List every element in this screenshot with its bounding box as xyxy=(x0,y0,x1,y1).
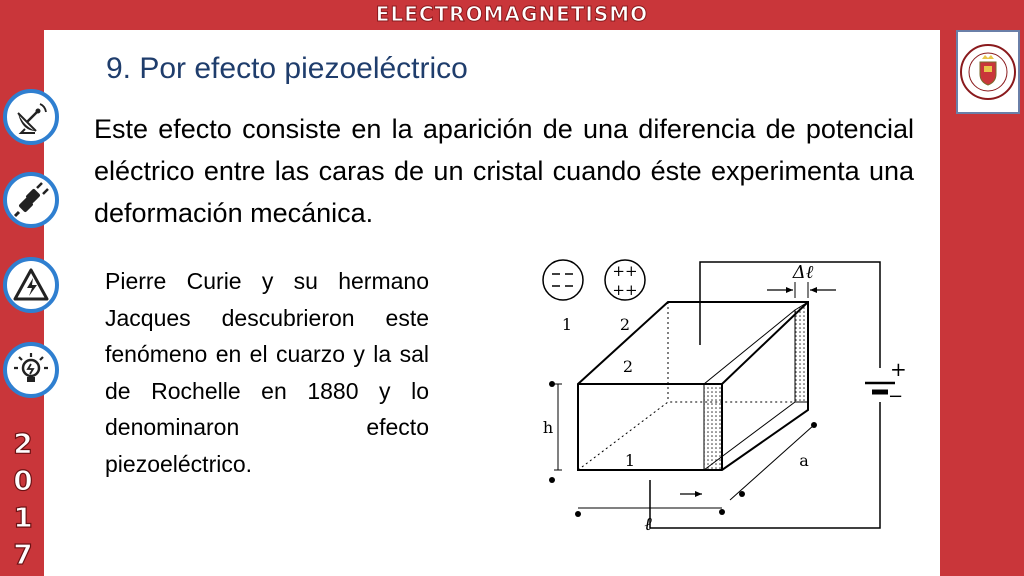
battery-minus: − xyxy=(888,386,904,407)
light-bulb-icon xyxy=(3,342,59,398)
university-seal-logo xyxy=(956,30,1020,114)
header-title: ELECTROMAGNETISMO xyxy=(375,2,649,26)
delta-l-label: Δℓ xyxy=(792,262,814,283)
plug-icon xyxy=(3,172,59,228)
negative-charge-circle xyxy=(543,260,583,300)
legend-label-2: 2 xyxy=(619,315,631,334)
depth-label: a xyxy=(799,451,809,470)
piezoelectric-crystal-diagram xyxy=(530,250,910,540)
svg-text:++: ++ xyxy=(612,281,638,299)
year-digit: 7 xyxy=(13,538,33,571)
positive-charge-circle xyxy=(605,260,645,300)
high-voltage-icon xyxy=(3,257,59,313)
year-digit: 2 xyxy=(13,427,33,460)
satellite-dish-icon xyxy=(3,89,59,145)
face-label-1: 1 xyxy=(624,451,636,470)
face-label-2: 2 xyxy=(622,357,634,376)
svg-text:++: ++ xyxy=(612,262,638,280)
height-label: h xyxy=(542,418,554,437)
slide-title: 9. Por efecto piezoeléctrico xyxy=(106,52,468,85)
length-label: ℓ xyxy=(644,514,652,535)
legend-label-1: 1 xyxy=(561,315,573,334)
battery-plus: + xyxy=(890,357,907,381)
curie-paragraph: Pierre Curie y su hermano Jacques descubrieron este fenómeno en el cuarzo y la sal de Rochelle en 1880 y lo denominaron efecto piezoeléctrico. xyxy=(105,268,429,477)
year-digit: 0 xyxy=(13,464,33,497)
year-digit: 1 xyxy=(13,501,33,534)
intro-paragraph: Este efecto consiste en la aparición de una diferencia de potencial eléctrico entre las caras de un cristal cuando éste experimenta una deformación mecánica. xyxy=(94,114,914,228)
